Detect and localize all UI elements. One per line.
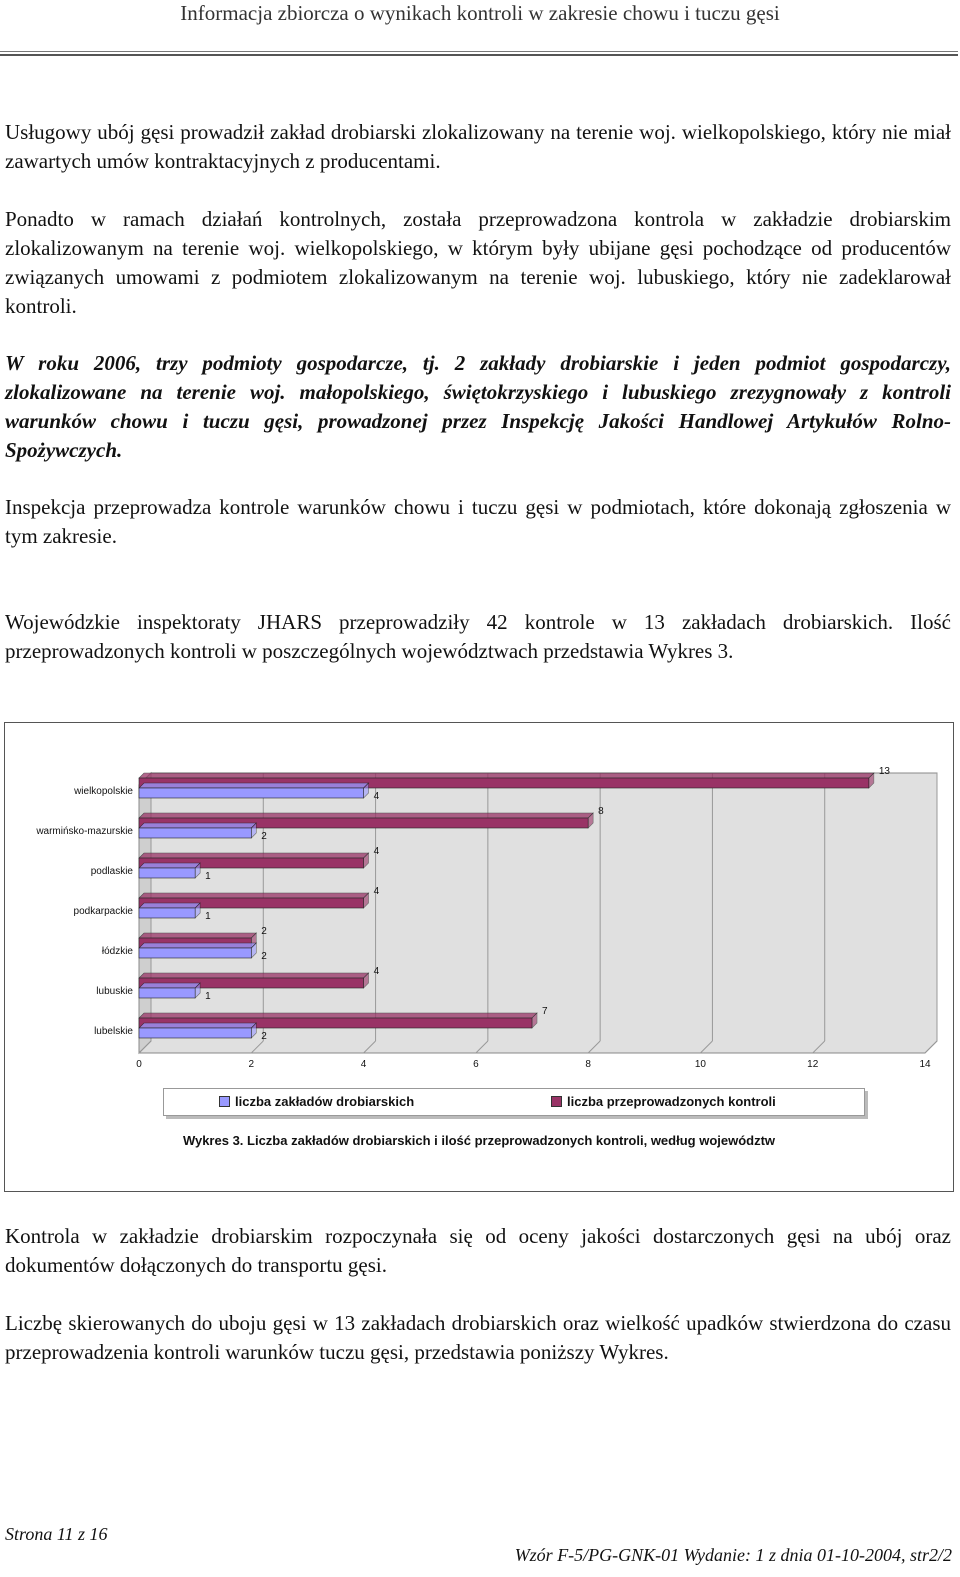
chart-bar-top [139,813,593,818]
chart-wykres-3 [4,722,954,1192]
chart-svg [5,723,953,1191]
chart-legend [163,1088,865,1116]
chart-category-label: lubuskie [96,986,133,997]
chart-bar-top [139,1023,256,1028]
document-header-title: Informacja zbiorcza o wynikach kontroli w zakresie chowu i tuczu gęsi [180,1,780,25]
chart-x-tick-label: 12 [807,1059,819,1070]
chart-data-label: 7 [542,1006,548,1017]
legend-item-kontrole [551,1094,776,1109]
chart-x-tick-label: 6 [473,1059,479,1070]
chart-bar [139,1028,251,1038]
chart-data-label: 1 [205,911,211,922]
chart-bar-top [139,933,256,938]
chart-data-label: 2 [261,926,267,937]
header-divider [0,51,958,56]
legend-label-kontrole: liczba przeprowadzonych kontroli [567,1094,776,1109]
chart-category-label: lubelskie [94,1026,133,1037]
chart-bar-top [139,983,200,988]
chart-bar-top [139,823,256,828]
paragraph-kontrola-w-zakladzie: Kontrola w zakładzie drobiarskim rozpoczynała się od oceny jakości dostarczonych gęsi na ubój oraz dokumentów dołączonych do transportu gęsi. [5,1224,951,1277]
paragraph-ponadto: Ponadto w ramach działań kontrolnych, została przeprowadzona kontrola w zakładzie drobiarskim zlokalizowanym na terenie woj. wielkopolskiego, w którym były ubijane gęsi pochodzące od producentów związanych umowami z podmiotem zlokalizowanym na terenie woj. lubuskiego, który nie zadeklarował kontroli. [5,207,951,318]
chart-category-label: wielkopolskie [74,786,133,797]
chart-data-label: 4 [373,846,380,857]
chart-x-tick-label: 4 [360,1059,367,1070]
chart-bar-top [139,783,369,788]
chart-bar [139,788,364,798]
chart-x-tick-label: 8 [585,1059,591,1070]
chart-data-label: 2 [261,951,267,962]
chart-category-label: podkarpackie [73,906,133,917]
chart-data-label: 4 [373,886,380,897]
chart-bar-top [139,853,369,858]
chart-bar [139,828,251,838]
chart-data-label: 4 [373,966,380,977]
chart-bar-top [139,863,200,868]
chart-data-label: 1 [205,871,211,882]
chart-data-label: 1 [205,991,211,1002]
chart-data-label: 2 [261,831,267,842]
paragraph-wojewodzkie-inspektoraty: Wojewódzkie inspektoraty JHARS przeprowadziły 42 kontrole w 13 zakładach drobiarskich. Ilość przeprowadzonych kontroli w poszczególnych województwach przedstawia Wykres 3. [5,610,951,663]
chart-bar-top [139,773,874,778]
chart-x-tick-label: 2 [248,1059,255,1070]
legend-swatch-kontrole [551,1096,562,1107]
chart-caption: Wykres 3. Liczba zakładów drobiarskich i ilość przeprowadzonych kontroli, według województw [182,1133,776,1148]
legend-swatch-zaklady [219,1096,230,1107]
chart-bar [139,988,195,998]
legend-item-zaklady [219,1094,414,1109]
chart-bar-top [139,903,200,908]
chart-bar [139,868,195,878]
chart-category-label: łódzkie [101,946,133,957]
chart-bar-top [139,943,256,948]
chart-bar [139,908,195,918]
chart-data-label: 4 [373,791,380,802]
legend-label-zaklady: liczba zakładów drobiarskich [235,1094,415,1109]
chart-x-tick-label: 0 [136,1059,142,1070]
chart-category-label: podlaskie [90,866,133,877]
chart-x-tick-label: 10 [694,1059,706,1070]
chart-category-label: warmińsko-mazurskie [36,826,133,837]
paragraph-liczbe-skierowanych: Liczbę skierowanych do uboju gęsi w 13 zakładach drobiarskich oraz wielkość upadków stwierdzona do czasu przeprowadzenia kontroli warunków tuczu gęsi, przedstawia poniższy Wykres. [5,1311,951,1364]
footer-form-id: Wzór F-5/PG-GNK-01 Wydanie: 1 z dnia 01-10-2004, str2/2 [514,1545,952,1565]
chart-data-label: 13 [878,766,890,777]
chart-x-tick-label: 14 [919,1059,931,1070]
chart-data-label: 2 [261,1031,267,1042]
chart-bar-top [139,1013,537,1018]
paragraph-rok-2006: W roku 2006, trzy podmioty gospodarcze, tj. 2 zakłady drobiarskie i jeden podmiot gospodarczy, zlokalizowane na terenie woj. małopolskiego, świętokrzyskiego i lubuskiego zrezygnowały z kontroli warunków chowu i tuczu gęsi, prowadzonej przez Inspekcję Jakości Handlowej Artykułów Rolno-Spożywczych. [5,351,951,462]
paragraph-inspekcja: Inspekcja przeprowadza kontrole warunków chowu i tuczu gęsi w podmiotach, które dokonają zgłoszenia w tym zakresie. [5,495,951,548]
chart-data-label: 8 [598,806,604,817]
chart-bar [139,948,251,958]
chart-bar-top [139,893,369,898]
chart-bar-top [139,973,369,978]
paragraph-uslugowy-uboj: Usługowy ubój gęsi prowadził zakład drobiarski zlokalizowany na terenie woj. wielkopolskiego, który nie miał zawartych umów kontraktacyjnych z producentami. [5,120,951,173]
footer-page-number: Strona 11 z 16 [5,1524,108,1544]
